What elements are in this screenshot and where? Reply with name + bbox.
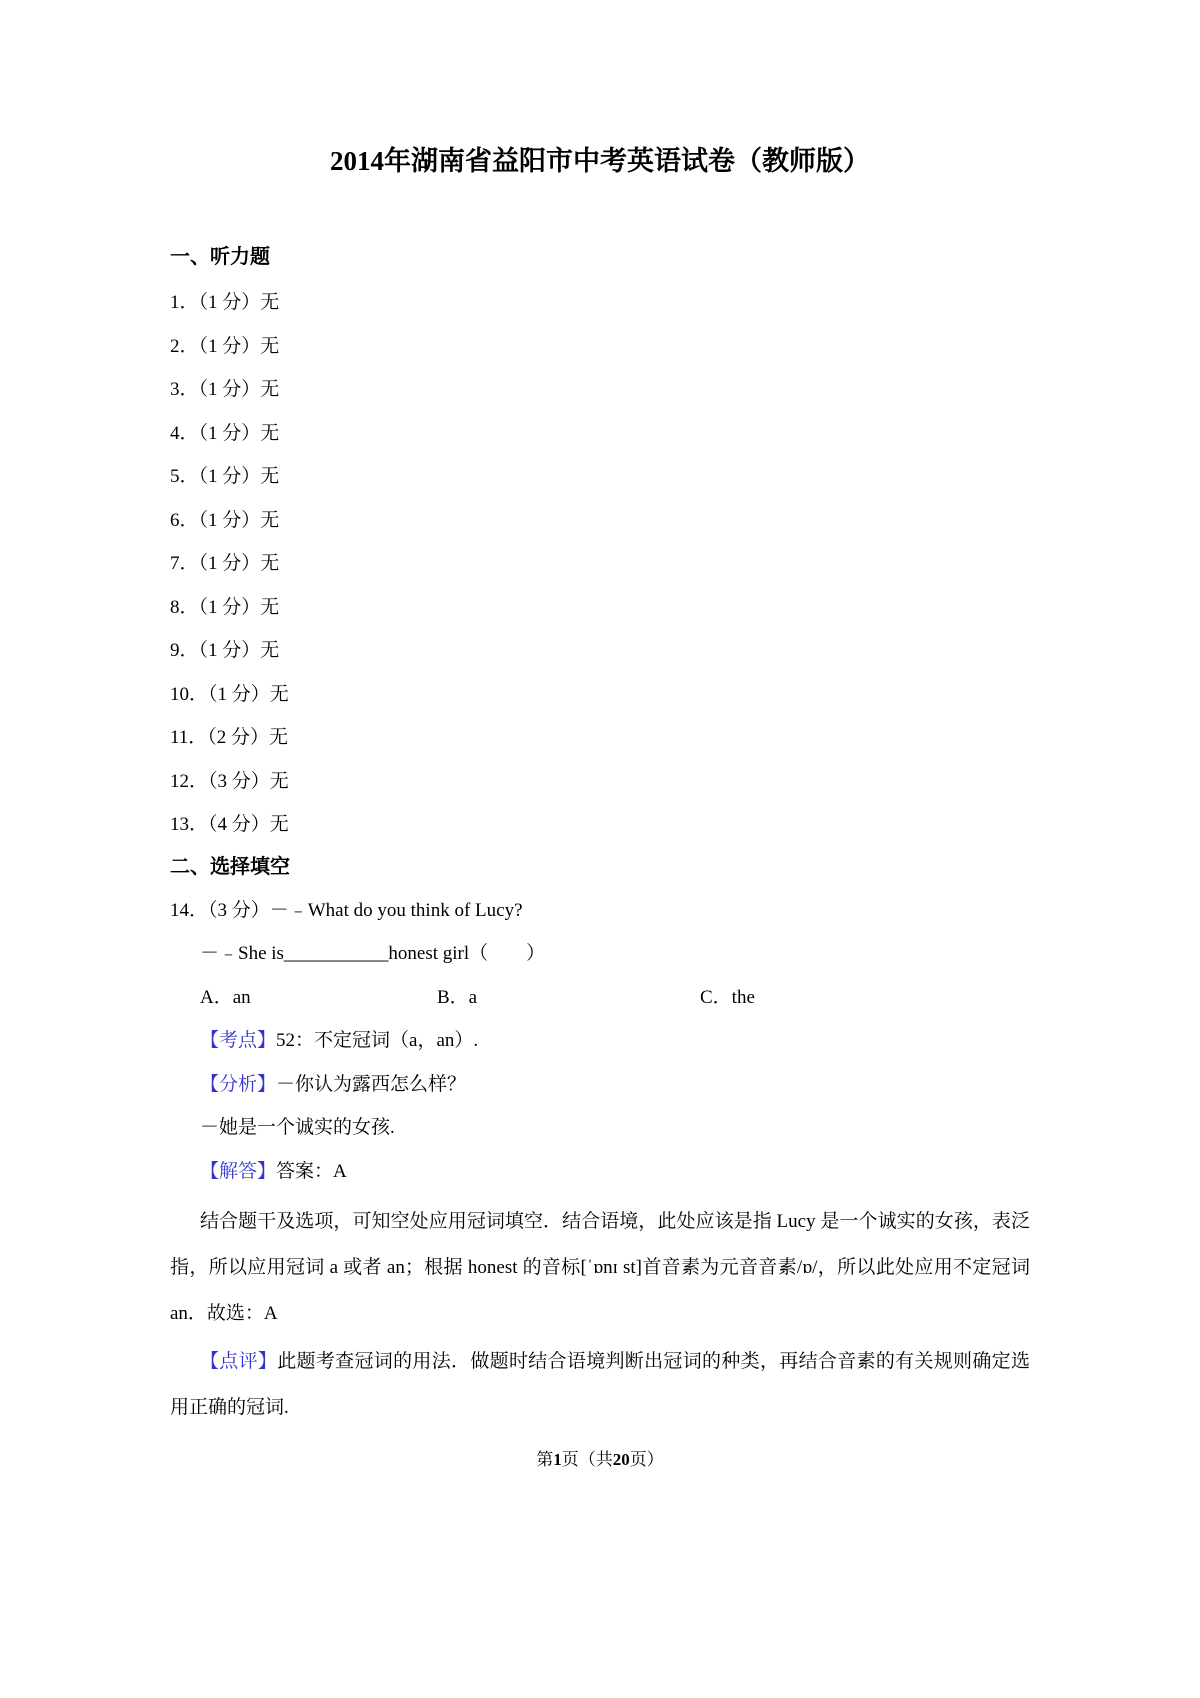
listening-item: 1．（1 分）无	[170, 292, 280, 313]
review-paragraph	[170, 1339, 1030, 1431]
review-label: 【点评】	[200, 1351, 278, 1372]
option-b: B．a	[437, 986, 478, 1008]
listening-item: 11．（2 分）无	[170, 727, 289, 748]
listening-item: 10．（1 分）无	[170, 683, 289, 705]
analysis-line	[170, 1063, 1030, 1107]
answer-label: 【解答】	[200, 1160, 277, 1182]
page-title: 2014年湖南省益阳市中考英语试卷（教师版）	[330, 146, 870, 176]
footer-text-before: 第	[536, 1450, 554, 1469]
option-c: C．the	[700, 986, 755, 1008]
footer-text-after: 页）	[629, 1450, 664, 1469]
knowledge-point-label: 【考点】	[200, 1030, 277, 1051]
question-14-options	[170, 976, 1030, 1020]
listening-item: 6．（1 分）无	[170, 509, 280, 531]
knowledge-point-text: 52：不定冠词（a，an）.	[276, 1030, 479, 1051]
listening-item: 8．（1 分）无	[170, 596, 280, 618]
question-14-stem-line2: －﹣She is___________honest girl（ ）	[200, 943, 546, 964]
explanation-paragraph: 结合题干及选项，可知空处应用冠词填空．结合语境，此处应该是指 Lucy 是一个诚实的女孩，表泛指，所以应用冠词 a 或者 an；根据 honest 的音标[ˈɒnɪ st]首音素为元音音素/ɒ/，所以此处应用不定冠词 an．故选：A	[170, 1211, 1035, 1324]
analysis-label: 【分析】	[200, 1073, 277, 1095]
footer-total-pages: 20	[612, 1450, 630, 1469]
option-a: A．an	[200, 986, 251, 1008]
section-choice-heading: 二、选择填空	[170, 855, 290, 878]
analysis-text: －你认为露西怎么样？	[276, 1073, 467, 1095]
answer-line	[170, 1150, 1030, 1194]
listening-item: 3．（1 分）无	[170, 379, 280, 400]
analysis-line2: －她是一个诚实的女孩.	[200, 1117, 395, 1138]
question-14-stem: 14．（3 分）－﹣What do you think of Lucy?	[170, 899, 523, 921]
footer-text-mid: 页（共	[561, 1450, 613, 1469]
footer-page-number: 1	[553, 1450, 562, 1469]
listening-question-list	[170, 281, 1030, 847]
listening-item: 4．（1 分）无	[170, 422, 280, 444]
listening-item: 7．（1 分）无	[170, 553, 280, 574]
answer-text: 答案：A	[276, 1160, 347, 1182]
listening-item: 5．（1 分）无	[170, 466, 280, 487]
review-text: 此题考查冠词的用法．做题时结合语境判断出冠词的种类，再结合音素的有关规则确定选用正确的冠词.	[170, 1351, 1030, 1418]
page-footer	[0, 1448, 1200, 1472]
knowledge-point-line	[170, 1019, 1030, 1063]
listening-item: 2．（1 分）无	[170, 335, 280, 357]
listening-item: 9．（1 分）无	[170, 640, 280, 661]
section-listening-heading: 一、听力题	[170, 246, 270, 268]
question-14	[170, 889, 1035, 1432]
listening-item: 13．（4 分）无	[170, 814, 289, 835]
listening-item: 12．（3 分）无	[170, 770, 289, 792]
